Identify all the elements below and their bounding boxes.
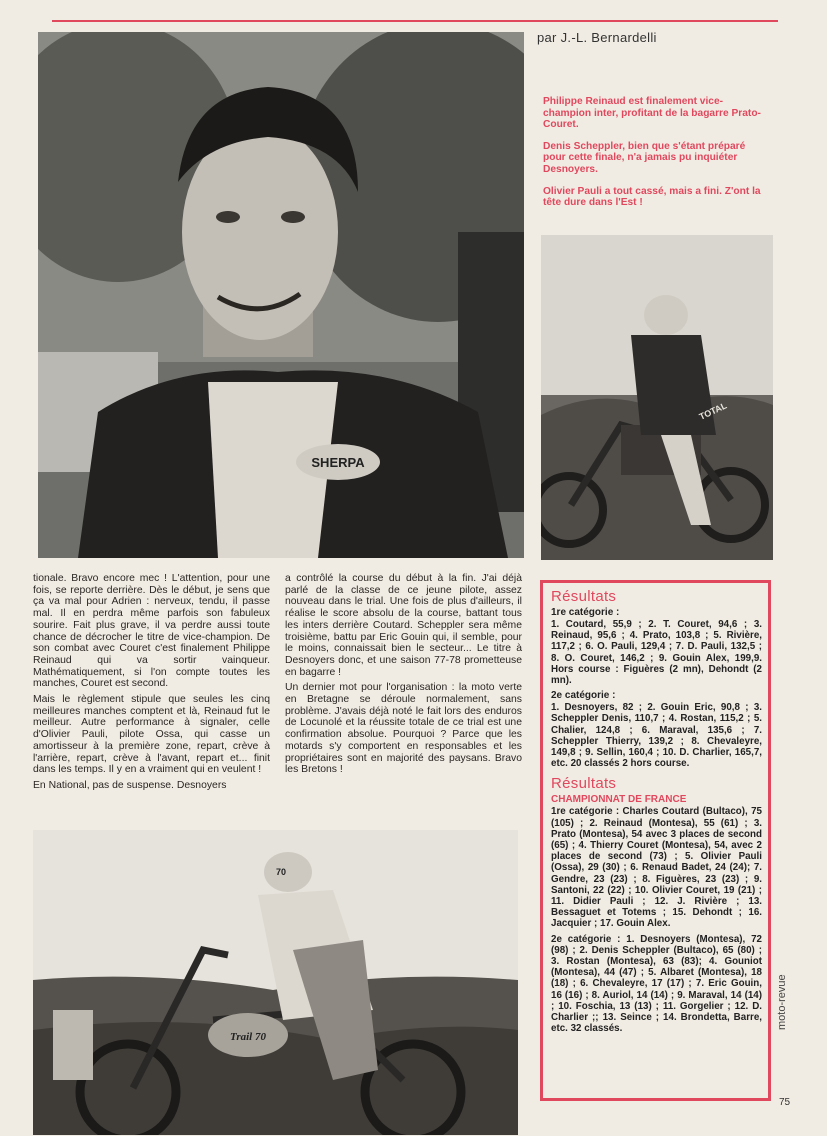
category-2-results: 1. Desnoyers, 82 ; 2. Gouin Eric, 90,8 ; 3. Scheppler Denis, 110,7 ; 4. Rostan, 115,2 ; 5. Chalier, 124,8 ; 6. Maraval, 135,6 ; 7. Scheppler Thierry, 139,2 ; 8. Chevaleyre, 149,8 ; 9. Sellin, 160,4 ; 10. D. Charlier, 165,7, etc. 20 classés 2 hors course. bbox=[551, 702, 762, 770]
caption-scheppler: Denis Scheppler, bien que s'étant préparé pour cette finale, n'a jamais pu inquiéter Desnoyers. bbox=[543, 140, 746, 175]
fuel-tank-text: Trail 70 bbox=[230, 1031, 266, 1043]
championship-category-2: 2e catégorie : 1. Desnoyers (Montesa), 72 (98) ; 2. Denis Scheppler (Bultaco), 65 (80) ; 3. Rostan (Montesa), 63 (83); 4. Gouniot (Montesa), 44 (47) ; 5. Albaret (Montesa), 18 (18) ; 6. Chevaleyre, 17 (17) ; 7. Eric Gouin, 16 (16) ; 8. Auriol, 14 (14) ; 9. Maraval, 14 (14) ; 10. Foschia, 13 (13) ; 11. Gorgelier ; 12. D. Charlier ;; 13. Seince ; 14. Brondetta, Barre, etc. 32 classés. bbox=[551, 933, 762, 1035]
caption-pauli: Olivier Pauli a tout cassé, mais a fini. Z'ont la tête dure dans l'Est ! bbox=[543, 185, 761, 209]
championship-category-1: 1re catégorie : Charles Coutard (Bultaco), 75 (105) ; 2. Reinaud (Montesa), 55 (61) ; 3. Prato (Montesa), 54 avec 3 places de second (65) ; 4. Thierry Couret (Montesa), 54, avec 2 places de second (73) ; 5. Olivier Pauli (Ossa), 29 (30) ; 6. Renaud Badet, 24 (24); 7. Gendre, 23 (23) ; 8. Figuères, 23 (23) ; 9. Santoni, 22 (22) ; 10. Olivier Couret, 19 (21) ; 11. Didier Pauli ; 12. J. Rivière ; 13. Bessaguet et Totems ; 15. Dehondt ; 16. Jacquier ; 17. Gouin Alex. bbox=[551, 806, 762, 930]
championship-results-title: Résultats bbox=[551, 775, 617, 793]
category-2-label: 2e catégorie : bbox=[551, 690, 616, 702]
sponsor-text: TOTAL bbox=[697, 400, 729, 422]
rider-action-photo-right bbox=[541, 235, 773, 560]
byline: par J.-L. Bernardelli bbox=[537, 30, 657, 45]
caption-reinaud: Philippe Reinaud est finalement vice-champion inter, profitant de la bagarre Prato-Couret. bbox=[543, 96, 761, 131]
top-rule bbox=[52, 20, 778, 22]
category-1-label: 1re catégorie : bbox=[551, 607, 620, 618]
results-box bbox=[540, 580, 771, 1101]
category-1-results: 1. Coutard, 55,9 ; 2. T. Couret, 94,6 ; 3. Reinaud, 95,6 ; 4. Prato, 103,8 ; 5. Rivière, 117,2 ; 6. O. Pauli, 129,4 ; 7. D. Pauli, 132,5 ; 8. O. Couret, 146,2 ; 9. Gouin Alex, 199,9. Hors course : Figuères (2 mn), Dehondt (2 mn). bbox=[551, 619, 762, 687]
championship-subtitle: CHAMPIONNAT DE FRANCE bbox=[551, 794, 687, 806]
bike-number-text: 70 bbox=[276, 867, 287, 877]
jacket-patch-text: SHERPA bbox=[311, 455, 365, 470]
magazine-side-label: moto-revue bbox=[776, 974, 788, 1030]
article-column-1 bbox=[33, 573, 270, 796]
article-paragraph: Un dernier mot pour l'organisation : la moto verte en Bretagne se déroule normalement, sans problème. J'avais déjà noté le fait lors des enduros de Locunolé et la réussite totale de ce trial est une confirmation absolue. Pourquoi ? Parce que les motards s'y comportent en responsables et les propriétaires sont en majorité des paysans. Bravo les Bretons ! bbox=[285, 682, 522, 776]
rider-portrait-photo bbox=[38, 32, 524, 558]
article-paragraph: Mais le règlement stipule que seules les cinq meilleures manches comptent et là, Reinaud fut le meilleur. Autre performance à signaler, celle d'Olivier Pauli, pilote Ossa, qui casse un amortisseur à la première zone, repart, crève à l'arrière, repart, crève à l'avant, repart et... finit dans les temps. Il y en a vraiment qui en veulent ! bbox=[33, 694, 270, 776]
photo-captions bbox=[543, 96, 761, 219]
article-paragraph: a contrôlé la course du début à la fin. J'ai déjà parlé de la classe de ce jeune pilote, assez nouveau dans le trial. Une fois de plus d'ailleurs, il réalise le score absolu de la course, battant tous les inters derrière Coutard. Scheppler sera même troisième, battu par Eric Gouin qui, il semble, pour le moins, connaissait bien le secteur... Le titre à Desnoyers donc, et une saison 77-78 prometteuse en bagarre ! bbox=[285, 573, 522, 678]
page-number: 75 bbox=[779, 1097, 791, 1108]
article-column-2 bbox=[285, 573, 522, 780]
article-paragraph: En National, pas de suspense. Desnoyers bbox=[33, 779, 227, 791]
article-paragraph: tionale. Bravo encore mec ! L'attention, pour une fois, se reporte derrière. Dès le début, je sens que ça va mal pour Adrien : nerveux, tendu, il passe mal. Il en perdra même parfois son fabuleux sourire. Fait plus grave, il va perdre aussi toute chance de décrocher le titre de vice-champion. De son combat avec Couret c'est finalement Philippe Reinaud qui va sortir vainqueur. Mathématiquement, si l'on compte toutes les manches, Couret est second. bbox=[33, 573, 270, 690]
rider-action-photo-bottom bbox=[33, 830, 518, 1135]
results-title: Résultats bbox=[551, 588, 617, 605]
